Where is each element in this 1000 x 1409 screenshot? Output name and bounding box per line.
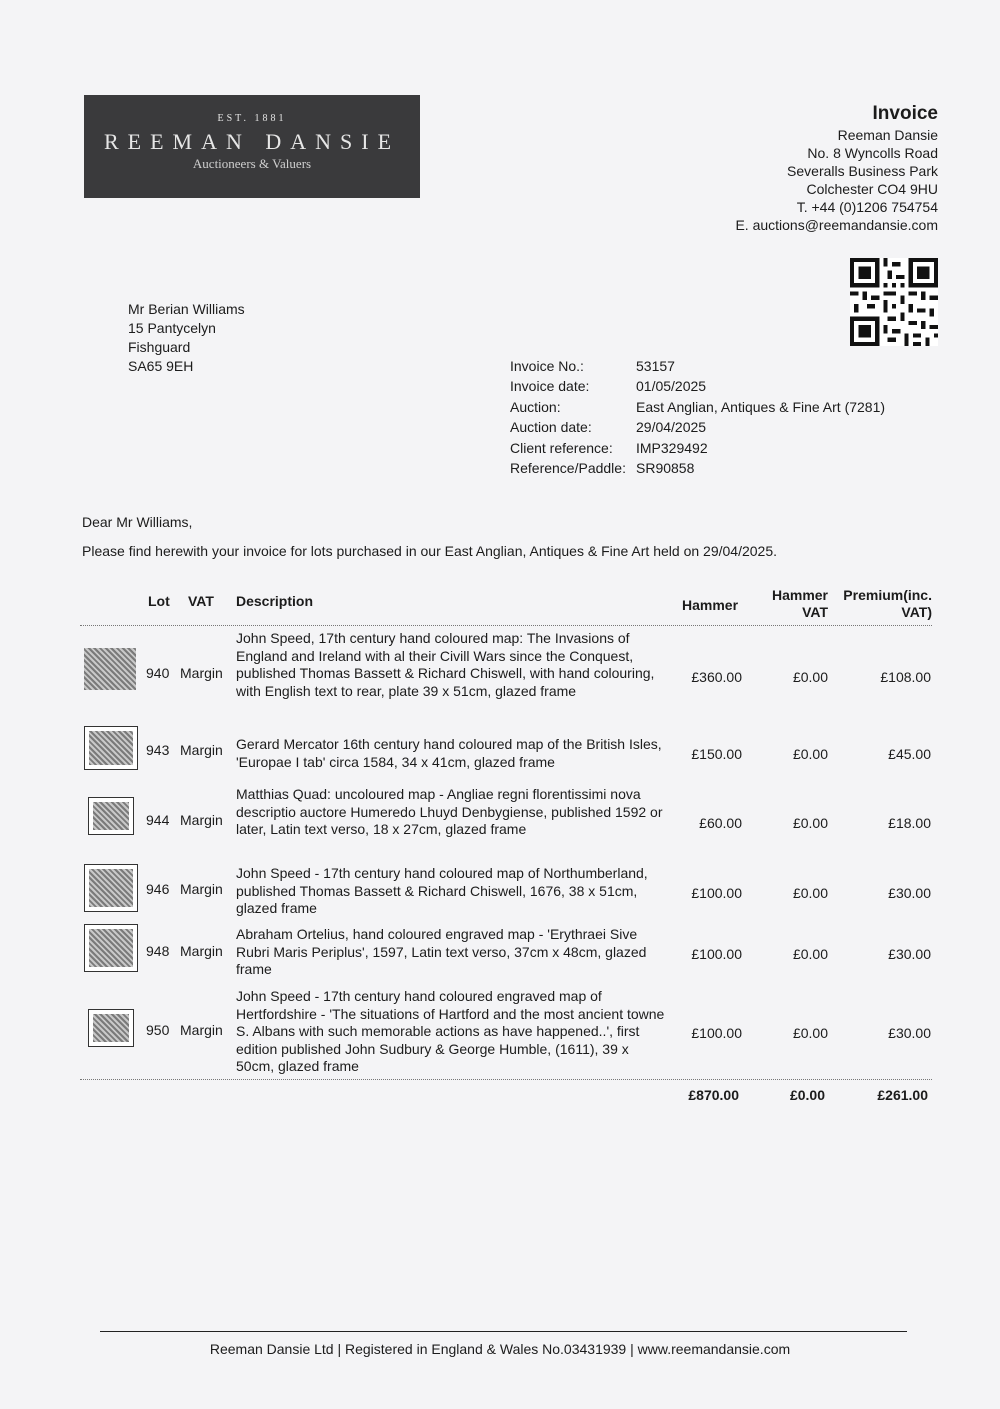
header-hammer-vat-line1: Hammer — [771, 587, 828, 603]
header-hammer-vat-line2: VAT — [802, 604, 828, 620]
header-description: Description — [236, 593, 314, 609]
meta-label: Auction: — [510, 398, 561, 415]
logo-brand: REEMAN DANSIE — [103, 129, 401, 154]
meta-value: 29/04/2025 — [636, 419, 707, 436]
logo-established: EST. 1881 — [217, 113, 287, 124]
meta-label: Reference/Paddle: — [510, 459, 626, 476]
lot-description: Gerard Mercator 16th century hand coloured map of the British Isles, 'Europae I tab' circa 1584, 34 x 41cm, glazed frame — [236, 736, 662, 770]
meta-value: IMP329492 — [636, 439, 708, 456]
meta-value: East Anglian, Antiques & Fine Art (7281) — [636, 398, 886, 415]
lot-thumbnail — [84, 864, 138, 912]
client-name: Mr Berian Williams — [128, 301, 245, 317]
company-email: E. auctions@reemandansie.com — [735, 217, 938, 233]
lot-hammer-vat: £0.00 — [792, 746, 828, 762]
header-premium-line1: Premium(inc. — [843, 587, 932, 603]
lot-number: 946 — [146, 881, 170, 897]
header-premium — [830, 587, 932, 621]
client-town: Fishguard — [128, 339, 191, 355]
client-street: 15 Pantycelyn — [128, 320, 216, 336]
intro-text: Please find herewith your invoice for lots purchased in our East Anglian, Antiques & Fine Art held on 29/04/2025. — [82, 543, 777, 559]
total-hammer-vat: £0.00 — [789, 1087, 825, 1103]
company-logo — [84, 95, 420, 198]
lot-description: John Speed - 17th century hand coloured engraved map of Hertfordshire - 'The situations of Hartford and the most ancient towne S. Albans with such memorable actions as have happened..', first edition published John Sudbury & George Humble, (1611), 39 x 50cm, glazed frame — [236, 988, 665, 1074]
total-premium: £261.00 — [877, 1087, 928, 1103]
header-divider — [80, 625, 932, 626]
lot-thumbnail — [88, 797, 134, 835]
lot-premium: £30.00 — [888, 1025, 931, 1041]
lot-premium: £45.00 — [888, 746, 931, 762]
lot-description: Abraham Ortelius, hand coloured engraved map - 'Erythraei Sive Rubri Maris Periplus', 1597, Latin text verso, 37cm x 48cm, glazed frame — [236, 926, 647, 977]
lot-vat: Margin — [180, 881, 223, 897]
paddle-row — [510, 458, 885, 478]
lot-thumbnail — [84, 924, 138, 972]
lot-description: John Speed, 17th century hand coloured map: The Invasions of England and Ireland with al their Civill Wars since the Conquest, published Thomas Bassett & Richard Chiswell, with hand colouring, with English text to rear, plate 39 x 51cm, glazed frame — [236, 630, 655, 699]
client-reference-row — [510, 438, 885, 458]
greeting: Dear Mr Williams, — [82, 514, 193, 530]
lot-thumbnail — [84, 648, 136, 690]
meta-value: SR90858 — [636, 459, 695, 476]
client-address — [128, 300, 245, 376]
company-town: Colchester CO4 9HU — [806, 181, 938, 197]
lot-hammer-vat: £0.00 — [792, 946, 828, 962]
company-street: No. 8 Wyncolls Road — [807, 145, 938, 161]
lot-hammer: £100.00 — [691, 1025, 742, 1041]
client-postcode: SA65 9EH — [128, 358, 194, 374]
header-lot: Lot — [148, 593, 170, 609]
lot-hammer-vat: £0.00 — [792, 1025, 828, 1041]
lot-hammer: £100.00 — [691, 946, 742, 962]
logo-subtitle: Auctioneers & Valuers — [192, 156, 312, 171]
lot-number: 944 — [146, 812, 170, 828]
lot-hammer: £60.00 — [699, 815, 742, 831]
meta-label: Client reference: — [510, 439, 613, 456]
lot-number: 940 — [146, 665, 170, 681]
lot-number: 948 — [146, 943, 170, 959]
header-hammer-vat — [760, 587, 828, 621]
invoice-date-row — [510, 376, 885, 396]
meta-label: Auction date: — [510, 419, 592, 436]
lot-vat: Margin — [180, 665, 223, 681]
company-phone: T. +44 (0)1206 754754 — [796, 199, 938, 215]
header-hammer: Hammer — [682, 597, 739, 613]
lot-description: Matthias Quad: uncoloured map - Angliae regni florentissimi nova descriptio auctore Humeredo Lhuyd Denbygiense, published 1592 or later, Latin text verso, 18 x 27cm, glazed frame — [236, 786, 663, 837]
lot-hammer-vat: £0.00 — [792, 815, 828, 831]
lot-number: 943 — [146, 742, 170, 758]
totals-divider — [80, 1079, 932, 1080]
meta-label: Invoice date: — [510, 378, 590, 395]
company-details — [735, 103, 938, 234]
invoice-details — [510, 356, 885, 478]
auction-date-row — [510, 417, 885, 437]
meta-label: Invoice No.: — [510, 358, 584, 374]
company-name: Reeman Dansie — [837, 127, 938, 143]
lot-hammer-vat: £0.00 — [792, 885, 828, 901]
lot-thumbnail — [88, 1009, 134, 1047]
lot-hammer: £360.00 — [691, 669, 742, 685]
lot-hammer: £150.00 — [691, 746, 742, 762]
header-premium-line2: VAT) — [901, 604, 932, 620]
lot-vat: Margin — [180, 943, 223, 959]
total-hammer: £870.00 — [688, 1087, 739, 1103]
lot-number: 950 — [146, 1022, 170, 1038]
footer-rule — [100, 1331, 907, 1332]
lot-hammer-vat: £0.00 — [792, 669, 828, 685]
lot-premium: £30.00 — [888, 885, 931, 901]
document-title: Invoice — [872, 103, 938, 124]
lot-premium: £108.00 — [880, 669, 931, 685]
auction-row — [510, 397, 885, 417]
lot-thumbnail — [84, 726, 138, 770]
invoice-number-row — [510, 356, 885, 376]
lot-description: John Speed - 17th century hand coloured map of Northumberland, published Thomas Bassett & Richard Chiswell, 1676, 38 x 51cm, glazed frame — [236, 865, 648, 916]
lot-premium: £18.00 — [888, 815, 931, 831]
meta-value: 01/05/2025 — [636, 378, 707, 395]
company-park: Severalls Business Park — [787, 163, 938, 179]
qr-code-icon — [850, 258, 938, 346]
lot-vat: Margin — [180, 742, 223, 758]
meta-value: 53157 — [636, 358, 675, 374]
lot-hammer: £100.00 — [691, 885, 742, 901]
lot-vat: Margin — [180, 1022, 223, 1038]
lot-premium: £30.00 — [888, 946, 931, 962]
footer-text: Reeman Dansie Ltd | Registered in England & Wales No.03431939 | www.reemandansie.com — [209, 1341, 791, 1357]
lot-vat: Margin — [180, 812, 223, 828]
header-vat: VAT — [188, 593, 214, 609]
